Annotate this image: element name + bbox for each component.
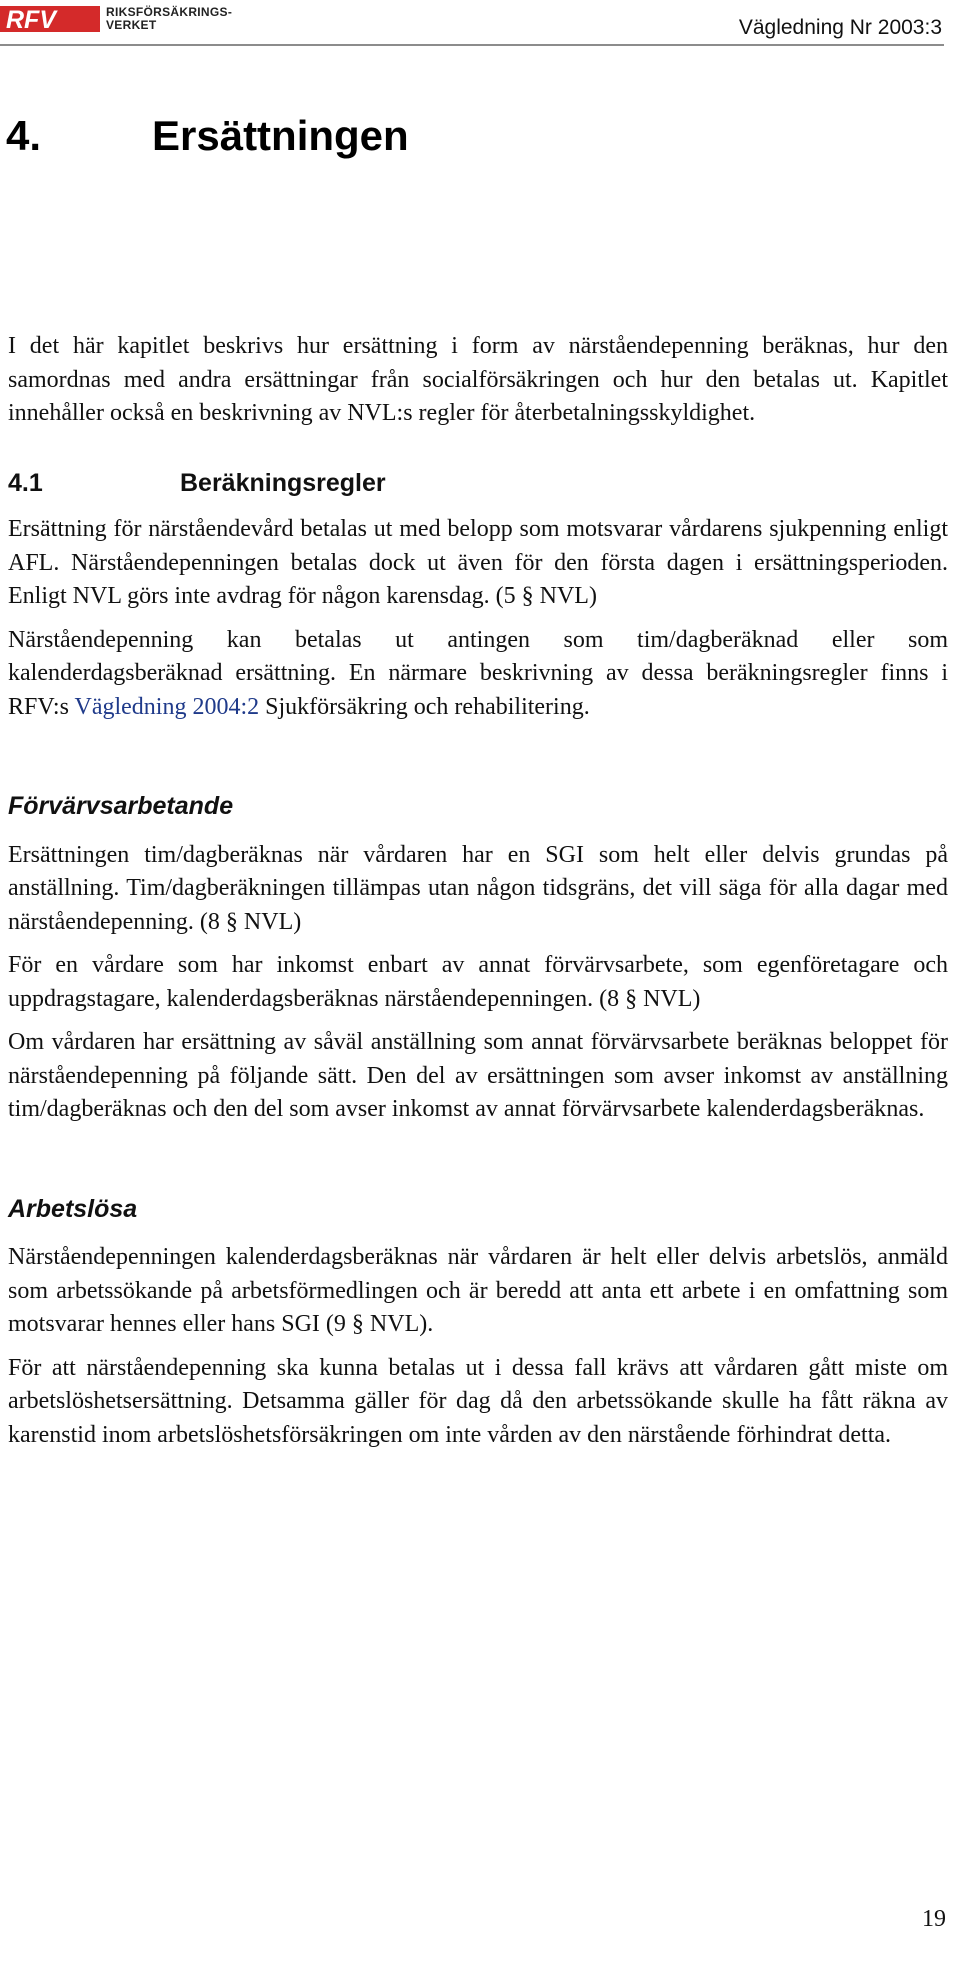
- section-paragraph-1: Ersättning för närståendevård betalas ut med belopp som motsvarar vårdarens sjukpenning enligt AFL. Närståendepenningen betalas dock ut även för den första dagen i ersättningsperioden. Enligt NVL görs inte avdrag för någon karensdag. (5 § NVL): [8, 516, 948, 609]
- section-paragraph-2: [8, 624, 948, 725]
- section-number: 4.1: [8, 468, 43, 497]
- logo-name: [106, 6, 232, 32]
- logo-letters: RFV: [6, 6, 56, 34]
- chapter-number: 4.: [6, 112, 42, 159]
- forvarvsarbetande-paragraph-3: Om vårdaren har ersättning av såväl anställning som annat förvärvsarbete beräknas beloppet för närståendepenning på följande sätt. Den del av ersättningen som avser inkomst av anställning tim/dagberäknas och den del som avser inkomst av annat förvärvsarbete kalenderdagsberäknas.: [8, 1029, 948, 1122]
- paragraph-text: Sjukförsäkring och rehabilitering.: [259, 693, 590, 720]
- subheading-arbetslosa: Arbetslösa: [8, 1194, 138, 1223]
- guidance-link[interactable]: Vägledning 2004:2: [74, 693, 260, 720]
- rfv-logo-mark: [0, 2, 100, 36]
- forvarvsarbetande-paragraph-1: Ersättningen tim/dagberäknas när vårdaren har en SGI som helt eller delvis grundas på anställning. Tim/dagberäkningen tillämpas utan någon tidsgräns, det vill säga för alla dagar med närståendepenning. (8 § NVL): [8, 841, 948, 935]
- intro-paragraph: I det här kapitlet beskrivs hur ersättning i form av närståendepenning beräknas, hur den samordnas med andra ersättningar från socialförsäkringen och hur den betalas ut. Kapitlet innehåller också en beskrivning av NVL:s regler för återbetalningsskyldighet.: [8, 333, 948, 426]
- page-number: 19: [922, 1906, 946, 1932]
- section-heading: [8, 467, 948, 501]
- chapter-heading: [6, 112, 409, 160]
- page-header: [0, 0, 960, 48]
- section-title: Beräkningsregler: [180, 468, 386, 497]
- page-content: [8, 330, 948, 1452]
- paragraph-text: Närståendepenning kan betalas ut antingen som tim/dagberäknad eller som kalenderdagsberäknad ersättning. En närmare beskrivning av dessa beräkningsregler finns i RFV:s: [8, 626, 948, 720]
- logo-line-1: RIKSFÖRSÄKRINGS-: [106, 5, 233, 19]
- arbetslosa-paragraph-2: För att närståendepenning ska kunna betalas ut i dessa fall krävs att vårdaren gått miste om arbetslöshetsersättning. Detsamma gäller för dag då den arbetssökande skulle ha fått räkna av karenstid inom arbetslöshetsförsäkringen om inte vården av den närstående förhindrat detta.: [8, 1354, 948, 1448]
- forvarvsarbetande-paragraph-2: För en vårdare som har inkomst enbart av annat förvärvsarbete, som egenföretagare och uppdragstagare, kalenderdagsberäknas närståendepenningen. (8 § NVL): [8, 952, 948, 1012]
- header-divider: [0, 44, 944, 46]
- chapter-title: Ersättningen: [152, 112, 409, 159]
- arbetslosa-paragraph-1: Närståendepenningen kalenderdagsberäknas när vårdaren är helt eller delvis arbetslös, anmäld som arbetssökande på arbetsförmedlingen och är beredd att anta ett arbete i en omfattning som motsvarar hennes eller hans SGI (9 § NVL).: [8, 1244, 948, 1337]
- subheading-forvarvsarbetande: Förvärvsarbetande: [8, 792, 234, 820]
- document-identifier: Vägledning Nr 2003:3: [738, 16, 942, 39]
- logo-line-2: VERKET: [106, 18, 157, 32]
- rfv-logo: [0, 2, 232, 36]
